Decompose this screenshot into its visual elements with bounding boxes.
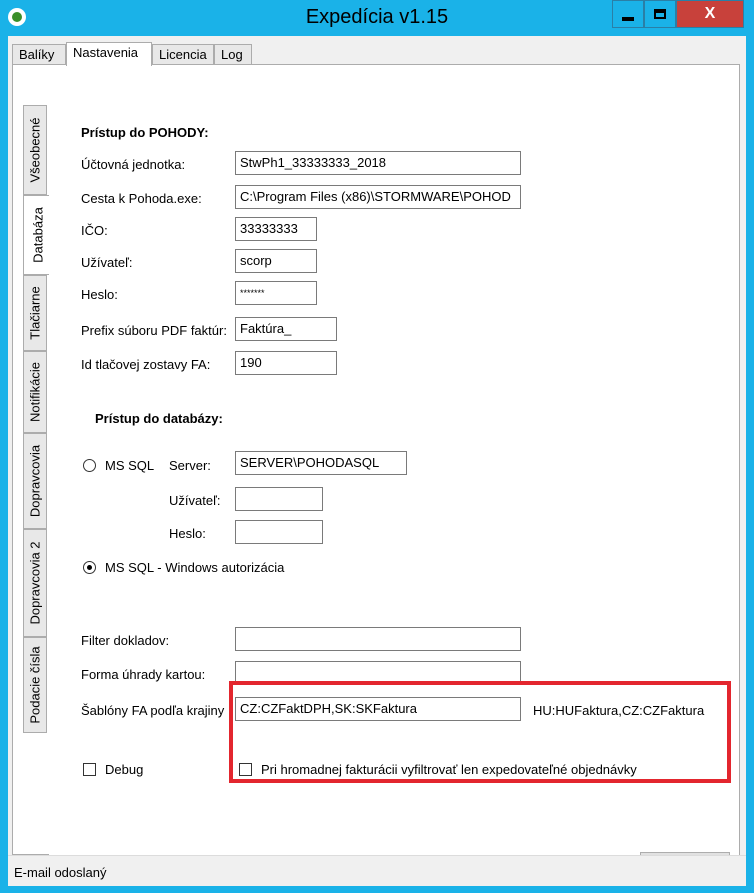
user-label: Užívateľ: xyxy=(81,255,133,270)
path-input[interactable]: C:\Program Files (x86)\STORMWARE\POHOD xyxy=(235,185,521,209)
side-tab-dopravcovia-2[interactable]: Dopravcovia 2 xyxy=(23,529,47,637)
server-input[interactable]: SERVER\POHODASQL xyxy=(235,451,407,475)
window-title: Expedícia v1.15 xyxy=(305,6,449,28)
db-user-label: Užívateľ: xyxy=(169,493,221,508)
unit-input[interactable]: StwPh1_33333333_2018 xyxy=(235,151,521,175)
debug-checkbox[interactable] xyxy=(83,763,96,776)
mssql-label: MS SQL xyxy=(105,458,155,473)
minimize-icon xyxy=(622,17,634,21)
templates-label: Šablóny FA podľa krajiny xyxy=(81,703,225,718)
debug-label: Debug xyxy=(105,762,144,777)
password-label: Heslo: xyxy=(81,287,118,302)
status-text: E-mail odoslaný xyxy=(14,865,107,880)
side-tab-vseobecne[interactable]: Všeobecné xyxy=(23,105,47,195)
status-bar xyxy=(8,855,746,886)
templates-hint: HU:HUFaktura,CZ:CZFaktura xyxy=(533,703,705,718)
side-tab-databaza[interactable]: Databáza xyxy=(23,195,53,275)
database-settings xyxy=(49,105,739,855)
client-area xyxy=(8,36,746,885)
maximize-icon xyxy=(654,9,666,19)
minimize-button[interactable] xyxy=(612,0,644,28)
tab-licencia[interactable]: Licencia xyxy=(152,44,214,64)
mssql-radio[interactable] xyxy=(83,459,96,472)
maximize-button[interactable] xyxy=(644,0,676,28)
user-input[interactable]: scorp xyxy=(235,249,317,273)
close-button[interactable] xyxy=(676,0,744,28)
windows-auth-radio[interactable] xyxy=(83,561,96,574)
pohoda-header: Prístup do POHODY: xyxy=(81,125,209,140)
side-tab-strip xyxy=(23,105,49,725)
path-label: Cesta k Pohoda.exe: xyxy=(81,191,202,206)
windows-auth-label: MS SQL - Windows autorizácia xyxy=(105,560,285,575)
report-id-label: Id tlačovej zostavy FA: xyxy=(81,357,211,372)
password-input[interactable]: ******* xyxy=(235,281,317,305)
prefix-input[interactable]: Faktúra_ xyxy=(235,317,337,341)
tab-baliky[interactable]: Balíky xyxy=(12,44,66,64)
doc-filter-label: Filter dokladov: xyxy=(81,633,170,648)
side-tab-podacie-cisla[interactable]: Podacie čísla xyxy=(23,637,47,733)
side-tab-dopravcovia[interactable]: Dopravcovia xyxy=(23,433,47,529)
ico-label: IČO: xyxy=(81,223,108,238)
title-bar[interactable] xyxy=(0,0,754,36)
doc-filter-input[interactable] xyxy=(235,627,521,651)
db-password-label: Heslo: xyxy=(169,526,206,541)
side-tab-tlaciarne[interactable]: Tlačiarne xyxy=(23,275,47,351)
prefix-label: Prefix súboru PDF faktúr: xyxy=(81,323,227,338)
database-header: Prístup do databázy: xyxy=(95,411,223,426)
templates-input[interactable]: CZ:CZFaktDPH,SK:SKFaktura xyxy=(235,697,521,721)
report-id-input[interactable]: 190 xyxy=(235,351,337,375)
filter-expedite-label: Pri hromadnej fakturácii vyfiltrovať len expedovateľné objednávky xyxy=(261,762,637,777)
unit-label: Účtovná jednotka: xyxy=(81,157,186,172)
settings-panel xyxy=(12,64,740,855)
close-icon: X xyxy=(704,5,716,22)
tab-nastavenia[interactable]: Nastavenia xyxy=(66,42,152,66)
server-label: Server: xyxy=(169,458,211,473)
highlight-box xyxy=(229,681,731,783)
payment-label: Forma úhrady kartou: xyxy=(81,667,206,682)
db-user-input[interactable] xyxy=(235,487,323,511)
db-password-input[interactable] xyxy=(235,520,323,544)
side-tab-notifikacie[interactable]: Notifikácie xyxy=(23,351,47,433)
ico-input[interactable]: 33333333 xyxy=(235,217,317,241)
tab-log[interactable]: Log xyxy=(214,44,252,64)
